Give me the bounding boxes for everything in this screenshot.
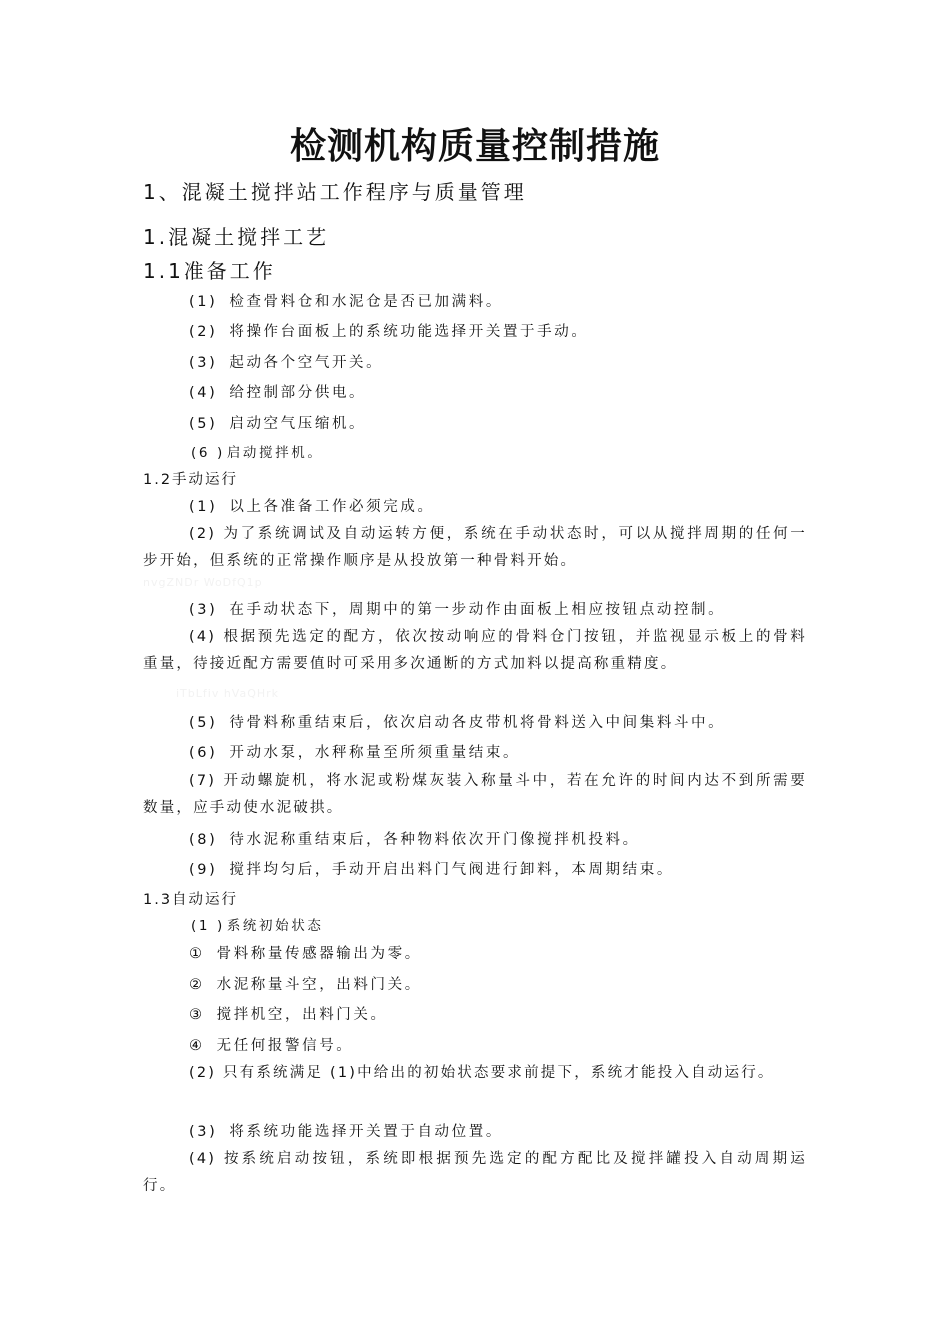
list-item: (3) 将系统功能选择开关置于自动位置。	[189, 1124, 503, 1140]
list-item: ④ 无任何报警信号。	[189, 1038, 354, 1054]
section-heading: 1、混凝土搅拌站工作程序与质量管理	[143, 180, 527, 204]
subsection-heading: 1.混凝土搅拌工艺	[143, 225, 330, 249]
list-item: (1) 检查骨料仓和水泥仓是否已加满料。	[189, 294, 503, 310]
list-item: (4) 给控制部分供电。	[189, 385, 367, 401]
list-item: (6) 开动水泵，水秤称量至所须重量结束。	[189, 745, 521, 761]
document-title: 检测机构质量控制措施	[289, 125, 660, 167]
subsection-heading: 1.2手动运行	[143, 472, 239, 488]
list-item: (1) 以上各准备工作必须完成。	[189, 499, 435, 515]
list-item: (8) 待水泥称重结束后，各种物料依次开门像搅拌机投料。	[189, 832, 640, 848]
list-item: (6 ) 启动搅拌机。	[191, 445, 324, 461]
list-item: (5) 启动空气压缩机。	[189, 416, 367, 432]
list-item: (3) 起动各个空气开关。	[189, 355, 384, 371]
list-item: ① 骨料称量传感器输出为零。	[189, 946, 422, 962]
faint-watermark-text: nvgZNDr WoDfQ1p	[143, 576, 263, 589]
paragraph: (2) 只有系统满足 (1)中给出的初始状态要求前提下，系统才能投入自动运行。	[189, 1065, 775, 1081]
paragraph: (4) 按系统启动按钮，系统即根据预先选定的配方配比及搅拌罐投入自动周期运行。	[143, 1151, 807, 1194]
subsection-heading: 1.1准备工作	[143, 259, 276, 283]
paragraph: (4) 根据预先选定的配方，依次按动响应的骨料仓门按钮，并监视显示板上的骨料重量，待接近配方需要值时可采用多次通断的方式加料以提高称重精度。	[143, 629, 808, 672]
list-item: (1 ) 系统初始状态	[191, 918, 324, 934]
faint-watermark-text: iTbLfiv hVaQHrk	[176, 687, 280, 700]
subsection-heading: 1.3自动运行	[143, 892, 239, 908]
paragraph: (2) 为了系统调试及自动运转方便，系统在手动状态时，可以从搅拌周期的任何一步开始，但系统的正常操作顺序是从投放第一种骨料开始。	[143, 526, 808, 569]
paragraph: (7) 开动螺旋机，将水泥或粉煤灰装入称量斗中，若在允许的时间内达不到所需要数量，应手动使水泥破拱。	[143, 773, 808, 816]
list-item: ③ 搅拌机空，出料门关。	[189, 1007, 388, 1023]
list-item: (5) 待骨料称重结束后，依次启动各皮带机将骨料送入中间集料斗中。	[189, 715, 726, 731]
list-item: (2) 将操作台面板上的系统功能选择开关置于手动。	[189, 324, 589, 340]
list-item: ② 水泥称量斗空，出料门关。	[189, 977, 422, 993]
list-item: (9) 搅拌均匀后，手动开启出料门气阀进行卸料，本周期结束。	[189, 862, 674, 878]
list-item: (3) 在手动状态下，周期中的第一步动作由面板上相应按钮点动控制。	[189, 602, 726, 618]
